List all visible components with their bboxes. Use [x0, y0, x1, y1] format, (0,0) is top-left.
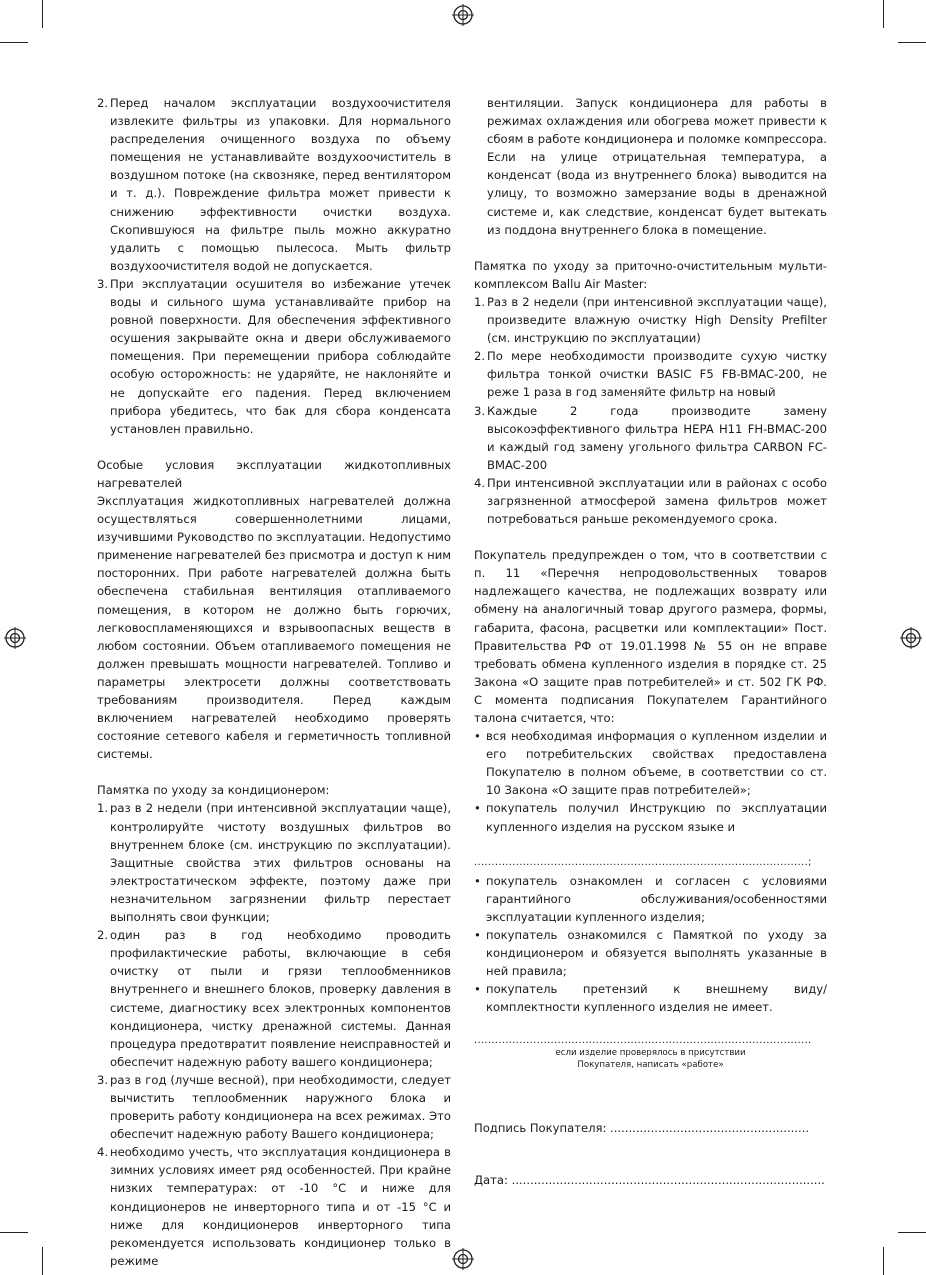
ac-heading: Памятка по уходу за кондиционером:: [97, 783, 330, 798]
operation-list: [97, 94, 451, 438]
buyer-intro-text: Покупатель предупрежден о том, что в соответствии с п. 11 «Перечня непродовольственных товаров надлежащего качества, не подлежащих возврату или обмену на аналогичный товар другого размера, формы, габарита, фасона, расцветки или комплектации» Пост. Правительства РФ от 19.01.1998 № 55 он не вправе требовать обмена купленного изделия в порядке ст. 25 Закона «О защите прав потребителей» и ст. 502 ГК РФ. С момента подписания Покупателем Гарантийного талона считается, что:: [474, 548, 827, 725]
dotted-fill-line[interactable]: .................................................................................................: [474, 1034, 812, 1046]
check-note-line-1: если изделие проверялось в присутствии: [555, 1047, 746, 1058]
crop-mark-bottom-left-v: [42, 1247, 43, 1275]
ballu-care-list: [474, 293, 827, 528]
registration-mark-bottom-icon: [452, 1248, 474, 1270]
bullet-icon: •: [474, 801, 481, 816]
ballu-heading: Памятка по уходу за приточно-очистительным мульти-комплексом Ballu Air Master:: [474, 258, 827, 291]
list-item: 4. необходимо учесть, что эксплуатация кондиционера в зимних условиях имеет ряд особенностей. При крайне низких температурах: от -10 °С и ниже для кондиционеров не инверторного типа и от -15 °С и ниже для кондиционеров инверторного типа рекомендуется использовать кондиционер только в режиме: [97, 1145, 451, 1268]
list-item: • покупатель претензий к внешнему виду/комплектности купленного изделия не имеет.: [474, 982, 827, 1015]
bullet-icon: •: [474, 873, 481, 888]
crop-mark-bottom-left-h: [0, 1232, 28, 1233]
list-item: • покупатель получил Инструкцию по эксплуатации купленного изделия на русском языке и: [474, 801, 827, 834]
dotted-fill-line[interactable]: ................................................................................................;: [474, 856, 812, 868]
bullet-icon: •: [474, 982, 481, 997]
registration-mark-left-icon: [4, 627, 26, 649]
crop-mark-top-left-v: [42, 0, 43, 28]
list-item: 2. один раз в год необходимо проводить профилактические работы, включающие в себя очистку от пыли и грязи теплообменников внутреннего и внешнего блоков, проверку давления в системе, диагностику всех электронных компонентов кондиционера, чистку дренажной системы. Данная процедура предотвратит появление неисправностей и обеспечит надежную работу вашего кондиционера;: [97, 928, 451, 1069]
list-item: 3. Каждые 2 года производите замену высокоэффективного фильтра HEPA H11 FH-BMAC-200 и каждый год замену угольного фильтра CARBON FC-BMAC-200: [474, 403, 827, 472]
crop-mark-top-right-h: [898, 42, 926, 43]
crop-mark-top-right-v: [883, 0, 884, 28]
crop-mark-bottom-right-h: [898, 1232, 926, 1233]
list-item: 3. При эксплуатации осушителя во избежание утечек воды и сильного шума устанавливайте прибор на ровной поверхности. Для обеспечения эффективного осушения закрывайте окна и двери обслуживаемого помещения. При перемещении прибора соблюдайте особую осторожность: не ударяйте, не наклоняйте и не допускайте его падения. Перед включением прибора убедитесь, что бак для сбора конденсата установлен правильно.: [97, 276, 451, 436]
list-item: 1. Раз в 2 недели (при интенсивной эксплуатации чаще), произведите влажную очистку High Density Prefilter (см. инструкцию по эксплуатации): [474, 294, 827, 346]
check-note-line-2: Покупателя, написать «работе»: [577, 1059, 724, 1070]
bullet-icon: •: [474, 729, 481, 744]
list-item: 4. При интенсивной эксплуатации или в районах с особо загрязненной атмосферой замена фильтров может потребоваться раньше рекомендуемого срока.: [474, 475, 827, 527]
list-item: • покупатель ознакомлен и согласен с условиями гарантийного обслуживания/особенностями эксплуатации купленного изделия;: [474, 873, 827, 924]
registration-mark-top-icon: [452, 4, 474, 26]
buyer-bullets-a: [474, 727, 827, 836]
list-item: 3. раз в год (лучше весной), при необходимости, следует вычистить теплообменник наружного блока и проверить работу кондиционера на всех режимах. Это обеспечит надежную работу Вашего кондиционера;: [97, 1072, 451, 1142]
right-column: [474, 94, 827, 1189]
ac-care-list: [97, 799, 451, 1269]
list-item: • вся необходимая информация о купленном изделии и его потребительских свойствах предоставлена Покупателю в полном объеме, в соответствии со ст. 10 Закона «О защите прав потребителей»;: [474, 729, 827, 798]
bullet-icon: •: [474, 928, 481, 943]
crop-mark-top-left-h: [0, 42, 28, 43]
date-field[interactable]: Дата: .....................................................................................: [474, 1172, 825, 1187]
crop-mark-bottom-right-v: [883, 1247, 884, 1275]
list-item: 1. раз в 2 недели (при интенсивной эксплуатации чаще), контролируйте чистоту воздушных фильтров во внутреннем блоке (см. инструкцию по эксплуатации). Защитные свойства этих фильтров основаны на электростатическом эффекте, поэтому даже при незначительном загрязнении фильтр перестает выполнять свои функции;: [97, 801, 451, 925]
left-column: [97, 94, 451, 1270]
buyer-bullets-b: [474, 872, 827, 1017]
list-item: 2. По мере необходимости производите сухую чистку фильтра тонкой очистки BASIC F5 FB-BMAC-200, не реже 1 раза в год заменяйте фильтр на новый: [474, 349, 827, 400]
heaters-text: Эксплуатация жидкотопливных нагревателей должна осуществляться совершеннолетними лицами, изучившими Руководство по эксплуатации. Недопустимо применение нагревателей без присмотра и доступ к ним посторонних. При работе нагревателей должна быть обеспечена стабильная вентиляция отапливаемого помещения, в котором не должно быть горючих, легковоспламеняющихся и взрывоопасных веществ в любом состоянии. Объем отапливаемого помещения не должен превышать мощности нагревателей. Топливо и параметры электросети должны соответствовать требованиям производителя. Перед каждым включением нагревателей необходимо проверять состояние сетевого кабеля и герметичность топливной системы.: [97, 493, 451, 762]
list-item: • покупатель ознакомился с Памяткой по уходу за кондиционером и обязуется выполнять указанные в ней правила;: [474, 928, 827, 979]
registration-mark-right-icon: [900, 627, 922, 649]
buyer-signature-field[interactable]: Подпись Покупателя: ......................................................: [474, 1120, 810, 1135]
list-item: 2. Перед началом эксплуатации воздухоочистителя извлеките фильтры из упаковки. Для нормального распределения очищенного воздуха по объему помещения не устанавливайте воздухоочиститель в воздушном потоке (на сквозняке, перед вентилятором и т. д.). Повреждение фильтра может привести к снижению эффективности очистки воздуха. Скопившуюся на фильтре пыль можно аккуратно удалить с помощью пылесоса. Мыть фильтр воздухоочистителя водой не допускается.: [97, 96, 451, 273]
ac-continuation-text: вентиляции. Запуск кондиционера для работы в режимах охлаждения или обогрева может привести к сбоям в работе кондиционера и поломке компрессора. Если на улице отрицательная температура, а конденсат (вода из внутреннего блока) выводится на улицу, то возможно замерзание воды в дренажной системе и, как следствие, конденсат будет вытекать из поддона внутреннего блока в помещение.: [487, 96, 827, 237]
heaters-heading: Особые условия эксплуатации жидкотопливных нагревателей: [97, 457, 451, 490]
